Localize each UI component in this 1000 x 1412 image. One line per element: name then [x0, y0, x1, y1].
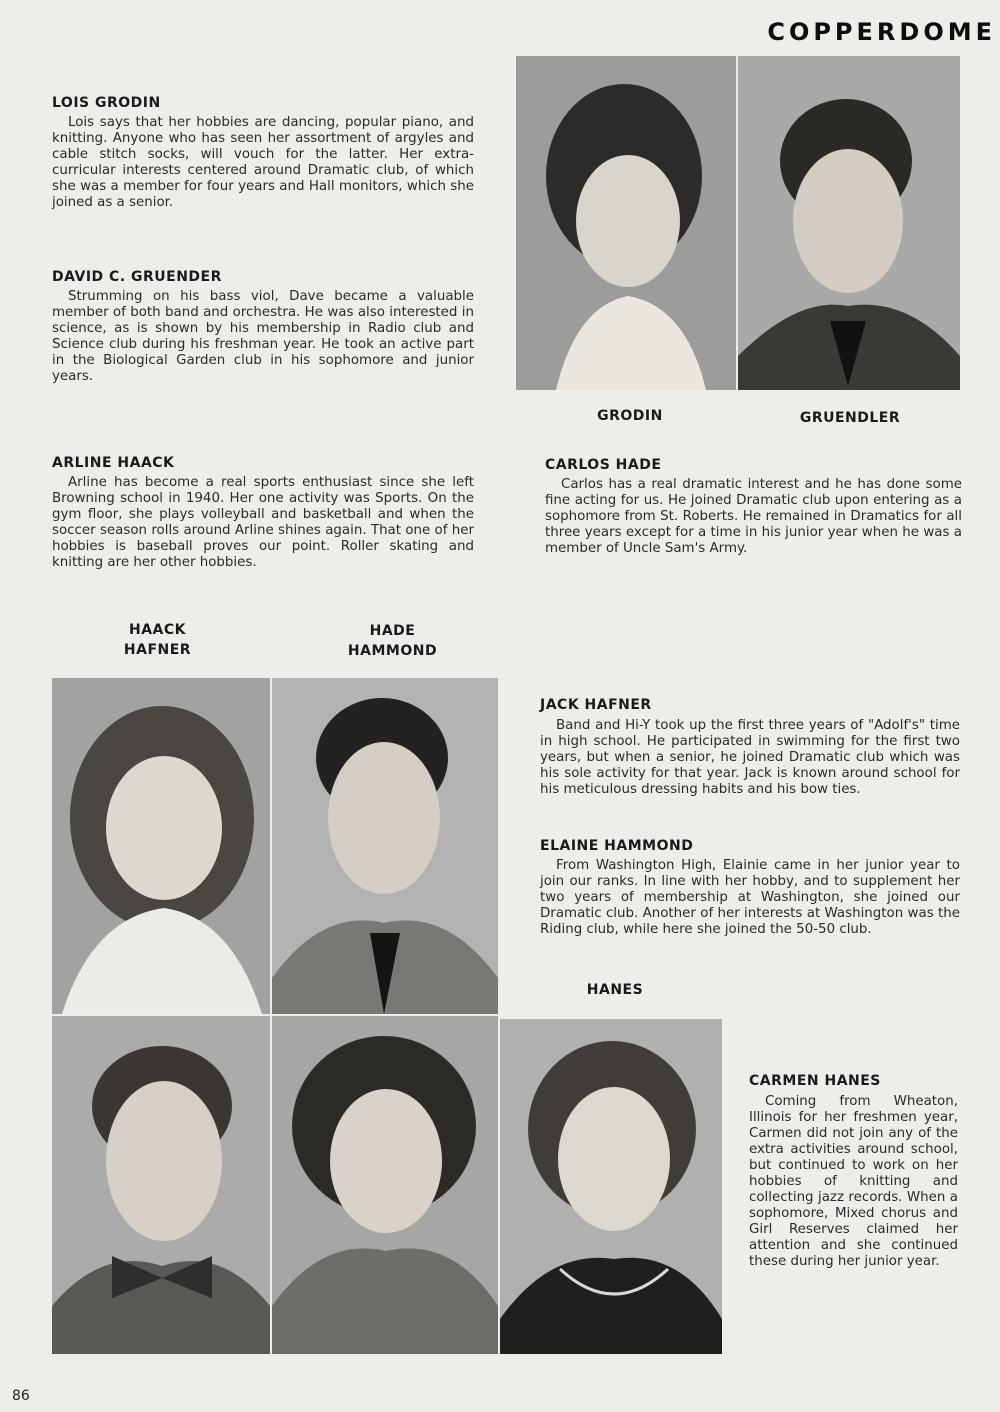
student-bio: Lois says that her hobbies are dancing, popular piano, and knitting. Anyone who has seen her assortment of argyles and cable stitch socks, will vouch for the latter. Her extra-curricular interests centered around Dramatic club, of which she was a member for four years and Hall monitors, which she joined as a senior.: [52, 115, 474, 210]
caption-haack: HAACK: [128, 622, 186, 638]
student-name: CARMEN HANES: [749, 1073, 881, 1089]
student-name: CARLOS HADE: [545, 457, 662, 473]
entry-hafner: [540, 697, 960, 798]
student-bio: Arline has become a real sports enthusiast since she left Browning school in 1940. Her one activity was Sports. On the gym floor, she plays volleyball and basketball and when the soccer season rolls around Arline shines again. That one of her hobbies is baseball proves our point. Roller skating and knitting are her other hobbies.: [52, 475, 474, 570]
portrait-hammond: [272, 1016, 498, 1354]
caption-grodin: GRODIN: [597, 408, 663, 424]
student-name: DAVID C. GRUENDER: [52, 269, 222, 285]
caption-group-left: [100, 620, 215, 660]
caption-hafner: HAFNER: [123, 642, 192, 658]
portrait-grodin: [516, 56, 736, 390]
student-name: LOIS GRODIN: [52, 95, 161, 111]
caption-hade: HADE: [369, 623, 416, 639]
caption-hanes: HANES: [586, 982, 644, 998]
yearbook-title: COPPERDOME: [767, 18, 996, 46]
entry-gruender: [52, 269, 474, 385]
student-name: ARLINE HAACK: [52, 455, 175, 471]
student-bio: Strumming on his bass viol, Dave became a valuable member of both band and orchestra. He was also interested in science, as is shown by his membership in Radio club and Science club during his freshman year. He took an active part in the Biological Garden club in his sophomore and junior years.: [52, 289, 474, 384]
student-bio: Carlos has a real dramatic interest and he has done some fine acting for us. He joined Dramatic club upon entering as a sophomore from St. Roberts. He remained in Dramatics for all three years except for a time in his junior year when he was a member of Uncle Sam's Army.: [545, 477, 962, 556]
entry-hammond: [540, 838, 960, 938]
entry-hade: [545, 457, 962, 557]
student-name: JACK HAFNER: [540, 697, 652, 713]
student-bio: Band and Hi-Y took up the first three years of "Adolf's" time in high school. He participated in swimming for the first two years, but when a senior, he joined Dramatic club which was his sole activity for that year. Jack is known around school for his meticulous dressing habits and his bow ties.: [540, 718, 960, 797]
caption-gruendler: GRUENDLER: [799, 410, 901, 426]
page-number: 86: [12, 1388, 30, 1404]
caption-group-middle: [335, 621, 450, 661]
portrait-haack: [52, 678, 270, 1014]
portrait-hade: [272, 678, 498, 1014]
caption-hammond: HAMMOND: [347, 643, 438, 659]
portrait-hafner: [52, 1016, 270, 1354]
student-bio: Coming from Wheaton, Illinois for her freshmen year, Carmen did not join any of the extra activities around school, but continued to work on her hobbies of knitting and collecting jazz records. When a sophomore, Mixed chorus and Girl Reserves claimed her attention and she continued these during her junior year.: [749, 1094, 958, 1269]
portrait-hanes: [500, 1019, 722, 1354]
entry-grodin: [52, 95, 474, 211]
entry-haack: [52, 455, 474, 571]
portrait-gruendler: [738, 56, 960, 390]
student-bio: From Washington High, Elainie came in her junior year to join our ranks. In line with her hobby, and to supplement her two years of membership at Washington, she joined our Dramatic club. Another of her interests at Washington was the Riding club, while here she joined the 50-50 club.: [540, 858, 960, 937]
entry-hanes: [749, 1073, 958, 1270]
student-name: ELAINE HAMMOND: [540, 838, 694, 854]
